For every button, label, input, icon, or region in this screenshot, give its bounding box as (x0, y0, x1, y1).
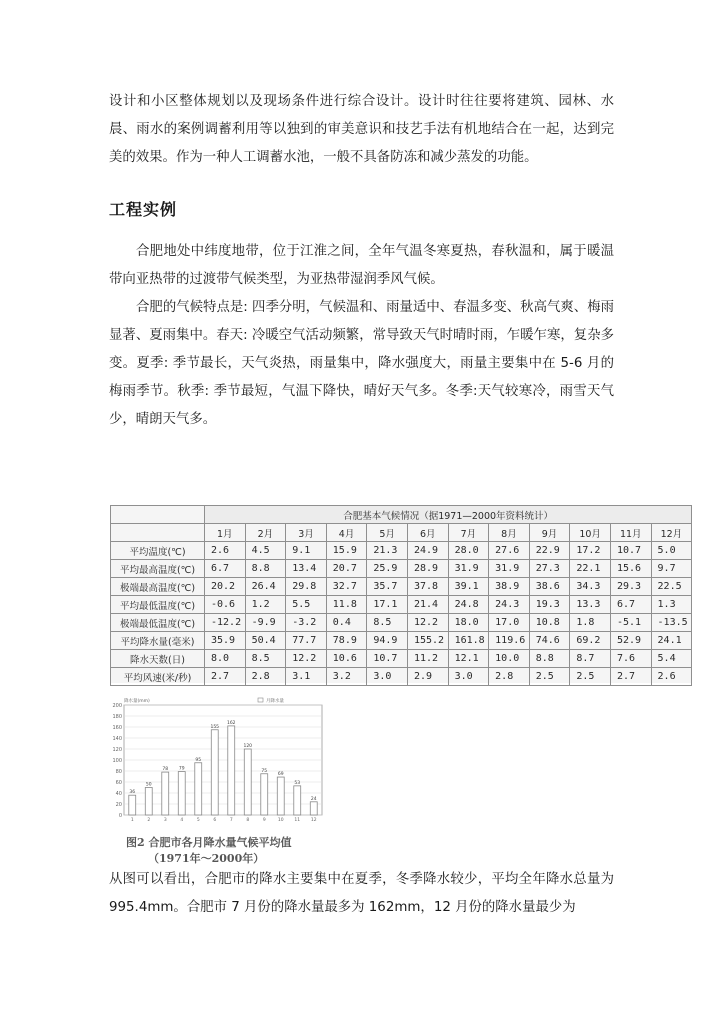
table-cell: 11.2 (407, 650, 448, 668)
table-cell: 10.6 (326, 650, 367, 668)
table-month-header: 2月 (245, 524, 286, 542)
x-tick-label: 7 (229, 818, 233, 823)
table-cell: 9.1 (286, 542, 327, 560)
table-row (111, 668, 692, 686)
y-tick-label: 20 (115, 802, 122, 808)
x-tick-label: 5 (196, 818, 200, 823)
table-cell: 17.0 (489, 614, 530, 632)
table-cell: 39.1 (448, 578, 489, 596)
table-cell: 27.3 (529, 560, 570, 578)
table-cell: 2.7 (205, 668, 246, 686)
table-month-header: 11月 (610, 524, 651, 542)
y-tick-label: 140 (112, 736, 122, 742)
table-cell: 38.9 (489, 578, 530, 596)
table-cell: 4.5 (245, 542, 286, 560)
table-cell: 50.4 (245, 632, 286, 650)
bar-data-label: 120 (243, 744, 253, 749)
table-row-label: 平均风速(米/秒) (111, 668, 205, 686)
table-cell: 1.2 (245, 596, 286, 614)
section-heading: 工程实例 (109, 200, 178, 219)
table-cell: 13.4 (286, 560, 327, 578)
chart-caption: 图2 合肥市各月降水量气候平均值 (126, 836, 292, 849)
table-cell: 18.0 (448, 614, 489, 632)
table-month-header: 6月 (407, 524, 448, 542)
precipitation-chart-svg (108, 695, 338, 825)
x-tick-label: 6 (213, 818, 217, 823)
y-tick-label: 60 (115, 780, 122, 786)
x-tick-label: 2 (147, 818, 151, 823)
table-cell: 24.9 (407, 542, 448, 560)
table-cell: 10.8 (529, 614, 570, 632)
table-cell: 12.2 (407, 614, 448, 632)
table-row (111, 596, 692, 614)
climate-location-paragraph: 合肥地处中纬度地带，位于江淮之间，全年气温冬寒夏热，春秋温和，属于暖温带向亚热带的过渡带气候类型，为亚热带湿润季风气候。 (109, 244, 614, 287)
table-cell: 24.3 (489, 596, 530, 614)
table-row (111, 632, 692, 650)
x-tick-label: 4 (180, 818, 184, 823)
table-cell: 29.3 (610, 578, 651, 596)
y-tick-label: 200 (112, 703, 122, 709)
precipitation-bar (162, 772, 169, 815)
table-cell: 24.8 (448, 596, 489, 614)
table-cell: 2.8 (489, 668, 530, 686)
precipitation-bar (211, 730, 218, 815)
table-cell: -13.5 (651, 614, 692, 632)
x-tick-label: 12 (310, 818, 317, 823)
table-cell: 17.1 (367, 596, 408, 614)
table-month-header: 12月 (651, 524, 692, 542)
table-cell: 77.7 (286, 632, 327, 650)
table-cell: 2.6 (205, 542, 246, 560)
precipitation-bar (261, 774, 268, 815)
y-tick-label: 120 (112, 747, 122, 753)
table-cell: 1.8 (570, 614, 611, 632)
bar-data-label: 78 (162, 767, 169, 773)
table-row (111, 578, 692, 596)
table-cell: 155.2 (407, 632, 448, 650)
table-cell: -12.2 (205, 614, 246, 632)
table-cell: 6.7 (205, 560, 246, 578)
table-cell: 2.5 (570, 668, 611, 686)
table-cell: 19.3 (529, 596, 570, 614)
bar-data-label: 155 (210, 724, 220, 730)
table-cell: 35.7 (367, 578, 408, 596)
table-row-label: 降水天数(日) (111, 650, 205, 668)
table-cell: 2.9 (407, 668, 448, 686)
bar-data-label: 53 (294, 780, 301, 786)
table-cell: 20.7 (326, 560, 367, 578)
table-cell: 161.8 (448, 632, 489, 650)
legend-swatch (258, 698, 263, 702)
climate-features-paragraph: 合肥的气候特点是: 四季分明，气候温和、雨量适中、春温多变、秋高气爽、梅雨显著、夏雨集中。春天: 冷暖空气活动频繁，常导致天气时晴时雨，乍暖乍寒，复杂多变。夏季: 季节最长，天气炎热，雨量集中，降水强度大，雨量主要集中在 5-6 月的梅雨季节。秋季: 季节最短，气温下降快，晴好天气多。冬季:天气较寒冷，雨雪天气少，晴朗天气多。 (109, 300, 614, 427)
y-tick-label: 80 (115, 769, 122, 775)
table-cell: 34.3 (570, 578, 611, 596)
bar-data-label: 36 (129, 790, 136, 796)
table-month-header: 5月 (367, 524, 408, 542)
table-cell: 8.8 (245, 560, 286, 578)
table-row (111, 542, 692, 560)
precipitation-bar (228, 726, 235, 815)
table-cell: 13.3 (570, 596, 611, 614)
table-cell: 52.9 (610, 632, 651, 650)
bar-data-label: 79 (178, 766, 185, 772)
precipitation-bar (277, 777, 284, 815)
table-month-header: 3月 (286, 524, 327, 542)
table-cell: -5.1 (610, 614, 651, 632)
table-month-header: 9月 (529, 524, 570, 542)
bar-data-label: 50 (145, 782, 152, 788)
precipitation-bar (310, 802, 317, 815)
table-row (111, 560, 692, 578)
table-cell: 3.0 (367, 668, 408, 686)
table-cell: 12.1 (448, 650, 489, 668)
precipitation-bar (129, 795, 136, 815)
precipitation-chart (108, 695, 338, 863)
table-cell: 21.4 (407, 596, 448, 614)
x-tick-label: 11 (294, 818, 301, 823)
table-row (111, 650, 692, 668)
table-cell: 78.9 (326, 632, 367, 650)
table-row-label: 平均最低温度(℃) (111, 596, 205, 614)
y-axis-label: 降水量(mm) (124, 699, 150, 704)
table-cell: 29.8 (286, 578, 327, 596)
table-cell: 69.2 (570, 632, 611, 650)
table-cell: 74.6 (529, 632, 570, 650)
chart-caption-years: （1971年～2000年） (148, 852, 265, 865)
table-cell: 15.9 (326, 542, 367, 560)
table-cell: 20.2 (205, 578, 246, 596)
table-cell: 28.9 (407, 560, 448, 578)
table-cell: 10.0 (489, 650, 530, 668)
table-cell: 38.6 (529, 578, 570, 596)
table-cell: 2.8 (245, 668, 286, 686)
bar-data-label: 75 (261, 768, 268, 774)
table-month-header: 4月 (326, 524, 367, 542)
table-month-header: 8月 (489, 524, 530, 542)
precipitation-bar (244, 749, 251, 815)
climate-table (110, 505, 692, 686)
table-cell: 9.7 (651, 560, 692, 578)
y-tick-label: 40 (115, 791, 122, 797)
table-cell: 5.0 (651, 542, 692, 560)
table-cell: 8.5 (245, 650, 286, 668)
y-tick-label: 0 (118, 813, 122, 819)
table-cell: 2.6 (651, 668, 692, 686)
bar-data-label: 24 (310, 796, 317, 802)
table-cell: 2.7 (610, 668, 651, 686)
table-cell: 22.1 (570, 560, 611, 578)
table-cell: 0.4 (326, 614, 367, 632)
table-cell: 22.5 (651, 578, 692, 596)
climate-table-image (110, 505, 692, 683)
table-row-label: 平均温度(℃) (111, 542, 205, 560)
table-cell: 2.5 (529, 668, 570, 686)
table-row-label: 平均最高温度(℃) (111, 560, 205, 578)
table-row-label: 极端最低温度(℃) (111, 614, 205, 632)
table-cell: 8.8 (529, 650, 570, 668)
table-cell: 32.7 (326, 578, 367, 596)
precipitation-bar (294, 786, 301, 815)
table-cell: 31.9 (489, 560, 530, 578)
precipitation-bar (195, 763, 202, 815)
table-cell: 25.9 (367, 560, 408, 578)
table-cell: 6.7 (610, 596, 651, 614)
table-cell: 8.0 (205, 650, 246, 668)
x-tick-label: 3 (163, 818, 167, 823)
table-cell: -3.2 (286, 614, 327, 632)
x-tick-label: 9 (262, 818, 266, 823)
table-cell: 94.9 (367, 632, 408, 650)
precipitation-bar (178, 772, 185, 815)
table-cell: 5.4 (651, 650, 692, 668)
table-cell: 17.2 (570, 542, 611, 560)
table-month-header: 10月 (570, 524, 611, 542)
table-cell: 3.2 (326, 668, 367, 686)
bar-data-label: 69 (277, 772, 284, 778)
table-cell: 7.6 (610, 650, 651, 668)
table-cell: 21.3 (367, 542, 408, 560)
table-cell: 5.5 (286, 596, 327, 614)
table-cell: 3.1 (286, 668, 327, 686)
legend-label: 月降水量 (266, 699, 284, 704)
table-cell: 10.7 (367, 650, 408, 668)
table-row-label: 极端最高温度(℃) (111, 578, 205, 596)
table-row-label: 平均降水量(毫米) (111, 632, 205, 650)
table-cell: 8.7 (570, 650, 611, 668)
table-cell: 15.6 (610, 560, 651, 578)
table-cell: 3.0 (448, 668, 489, 686)
y-tick-label: 160 (112, 725, 122, 731)
x-tick-label: 8 (246, 818, 250, 823)
table-cell: -9.9 (245, 614, 286, 632)
table-cell: 28.0 (448, 542, 489, 560)
table-cell: 35.9 (205, 632, 246, 650)
precipitation-bar (145, 788, 152, 816)
bar-data-label: 95 (195, 757, 202, 763)
intro-paragraph: 设计和小区整体规划以及现场条件进行综合设计。设计时往往要将建筑、园林、水晨、雨水的案例调蓄利用等以独到的审美意识和技艺手法有机地结合在一起，达到完美的效果。作为一种人工调蓄水池，一般不具备防冻和减少蒸发的功能。 (109, 94, 614, 165)
table-cell: -0.6 (205, 596, 246, 614)
x-tick-label: 1 (130, 818, 134, 823)
table-row (111, 614, 692, 632)
table-title: 合肥基本气候情况（据1971—2000年资料统计） (205, 506, 692, 524)
conclusion-paragraph: 从图可以看出，合肥市的降水主要集中在夏季，冬季降水较少，平均全年降水总量为 995.4mm。合肥市 7 月份的降水量最多为 162mm，12 月份的降水量最少为 (109, 872, 614, 915)
table-cell: 37.8 (407, 578, 448, 596)
table-cell: 10.7 (610, 542, 651, 560)
table-cell: 31.9 (448, 560, 489, 578)
table-cell: 8.5 (367, 614, 408, 632)
table-cell: 119.6 (489, 632, 530, 650)
table-cell: 26.4 (245, 578, 286, 596)
table-cell: 22.9 (529, 542, 570, 560)
x-tick-label: 10 (277, 818, 284, 823)
table-cell: 11.8 (326, 596, 367, 614)
table-month-header: 7月 (448, 524, 489, 542)
table-cell: 24.1 (651, 632, 692, 650)
table-cell: 12.2 (286, 650, 327, 668)
table-month-header: 1月 (205, 524, 246, 542)
table-cell: 1.3 (651, 596, 692, 614)
y-tick-label: 100 (112, 758, 122, 764)
y-tick-label: 180 (112, 714, 122, 720)
table-cell: 27.6 (489, 542, 530, 560)
bar-data-label: 162 (226, 720, 236, 726)
